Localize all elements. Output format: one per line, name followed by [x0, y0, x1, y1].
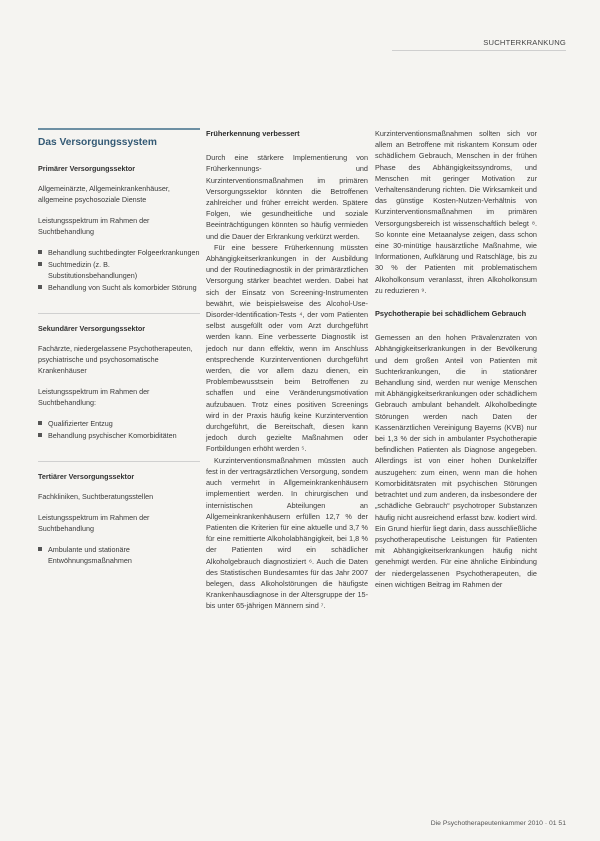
group-heading: Primärer Versorgungssektor	[38, 164, 136, 173]
sidebar-title: Das Versorgungssystem	[38, 137, 157, 148]
group-intro: Allgemeinärzte, Allgemeinkrankenhäuser, allgemeine psychosoziale Dienste	[38, 184, 170, 204]
group-scope: Leistungsspektrum im Rahmen der Suchtbehandlung	[38, 513, 150, 533]
paragraph: Durch eine stärkere Implementierung von Früherkennungs- und Kurzinterventionsmaßnahmen im primären Versorgungssektor könnten die Betroffenen zahlreicher und früher erreicht werden. Spätere Folgen, wie gesundheitliche und soziale Beeinträchtigungen könnten so häufig vermieden und die Dauer der Erkrankung verkürzt werden.	[206, 153, 368, 241]
list-item: Suchtmedizin (z. B. Substitutionsbehandlungen)	[38, 259, 200, 281]
list-item: Behandlung suchtbedingter Folgeerkrankungen	[38, 247, 200, 258]
list-item: Ambulante und stationäre Entwöhnungsmaßnahmen	[38, 544, 200, 566]
paragraph: Kurzinterventionsmaßnahmen müssten auch fest in der vertragsärztlichen Versorgung, sondern auch vermehrt in Allgemeinkrankenhäusern implementiert werden. In chirurgischen und internistischen Abteilungen an Allgemeinkrankenhäusern erfüllen 12,7 % der Patienten die Kriterien für eine aktuelle und 3,7 % für eine remittierte Alkoholabhängigkeit, bei 1,8 % der Patienten wird ein schädlicher Alkoholgebrauch diagnostiziert ⁶. Auch die Daten des Statistischen Bundesamtes für das Jahr 2007 belegen, dass Alkoholstörungen die häufigste Krankenhausdiagnose in der Altersgruppe der 15- bis unter 65-jährigen Männern sind ⁷.	[206, 455, 368, 611]
list-item: Qualifizierter Entzug	[38, 418, 200, 429]
group-list	[38, 247, 200, 293]
page-footer: Die Psychotherapeutenkammer 2010 · 01 51	[430, 820, 566, 827]
paragraph: Gemessen an den hohen Prävalenzraten von Abhängigkeitserkrankungen in der Bevölkerung und dem großen Anteil von Patienten mit Suchterkrankungen, die in stationärer Behandlung sind, werden nur wenige Menschen mit Abhängigkeitserkrankungen oder schädlichem Gebrauch ambulant behandelt. Alkoholbedingte Störungen werden nach Daten der Kassenärztlichen Vereinigung Bayerns (KVB) nur bei 1,3 % der sich in ambulanter Psychotherapie befindlichen Patienten als Diagnose angegeben. Allerdings ist von einer hohen Dunkelziffer auszugehen: zum einen, wenn man die hohen Komorbiditätsraten mit psychischen Störungen betrachtet und zum anderen, da insbesondere der „schädliche Gebrauch“ psychotroper Substanzen häufig nicht ausreichend erfasst bzw. kodiert wird. Ein Grund hierfür liegt darin, dass ausschließliche psychotherapeutische Leistungen für Patienten mit Abhängigkeitserkrankungen häufig nicht genehmigt werden. Für eine ähnliche Einbindung der niedergelassenen Psychotherapeuten, die einen wichtigen Beitrag im Rahmen der	[375, 333, 537, 589]
sidebar-box	[38, 128, 200, 596]
group-intro: Fachkliniken, Suchtberatungsstellen	[38, 492, 154, 501]
column-right	[375, 128, 537, 590]
group-list	[38, 544, 200, 566]
group-intro: Fachärzte, niedergelassene Psychotherapeuten, psychiatrische und psychosomatische Krankenhäuser	[38, 344, 193, 375]
group-scope: Leistungsspektrum im Rahmen der Suchtbehandlung:	[38, 387, 150, 407]
paragraph: Für eine bessere Früherkennung müssten Abhängigkeitserkrankungen in der Ausbildung und der Routinediagnostik in der primärärztlichen Versorgung stärker beachtet werden. Dabei hat sich der Einsatz von Screening-Instrumenten bewährt, wie beispielsweise des Alcohol-Use-Disorder-Identification-Tests ⁴, der vom Patienten selbst ausgefüllt oder vom Arzt durchgeführt werden kann. Eine verbesserte Diagnostik ist jedoch nur dann effektiv, wenn im Anschluss entsprechende Kurzinterventionen durchgeführt werden, die vor allem dazu dienen, ein Problembewusstsein beim Betroffenen zu schaffen und eine Veränderungsmotivation aufzubauen. Trotz eines positiven Screenings wird in der Praxis häufig keine Kurzintervention durchgeführt, die Bereitschaft, diesen kann jedoch durch gezielte Maßnahmen oder Fortbildungen erhöht werden ⁵.	[206, 242, 368, 454]
sidebar-group-primary	[38, 164, 200, 314]
paragraph: Kurzinterventionsmaßnahmen sollten sich vor allem an Betroffene mit riskantem Konsum oder schädlichem Gebrauch, Menschen in der frühen Phase des Abhängigkeitssyndroms, und Menschen mit geringer Motivation zur Verhaltensänderung richten. Die Wirksamkeit und das günstige Kosten-Nutzen-Verhältnis von Kurzinterventionsmaßnahmen im primären Versorgungsbereich ist wissenschaftlich belegt ⁸. So konnte eine Metaanalyse zeigen, dass schon eine 30-minütige hausärztliche Maßnahme, wie Informationen, Aufklärung und Ratschläge, bis zu 30 % der Patienten mit problematischem Alkoholkonsum veranlasst, ihren Alkoholkonsum zu reduzieren ⁹.	[375, 129, 537, 295]
group-heading: Tertiärer Versorgungssektor	[38, 472, 135, 481]
group-scope: Leistungsspektrum im Rahmen der Suchtbehandlung	[38, 216, 150, 236]
section-heading: Psychotherapie bei schädlichem Gebrauch	[375, 309, 527, 319]
list-item: Behandlung von Sucht als komorbider Störung	[38, 282, 200, 293]
section-heading: Früherkennung verbessert	[206, 129, 300, 138]
group-heading: Sekundärer Versorgungssektor	[38, 324, 146, 333]
group-list	[38, 418, 200, 441]
section-label: SUCHTERKRANKUNG	[483, 38, 566, 47]
sidebar-group-tertiary	[38, 472, 200, 586]
sidebar-group-secondary	[38, 324, 200, 462]
column-middle	[206, 128, 368, 612]
section-rule	[392, 50, 566, 51]
list-item: Behandlung psychischer Komorbiditäten	[38, 430, 200, 441]
